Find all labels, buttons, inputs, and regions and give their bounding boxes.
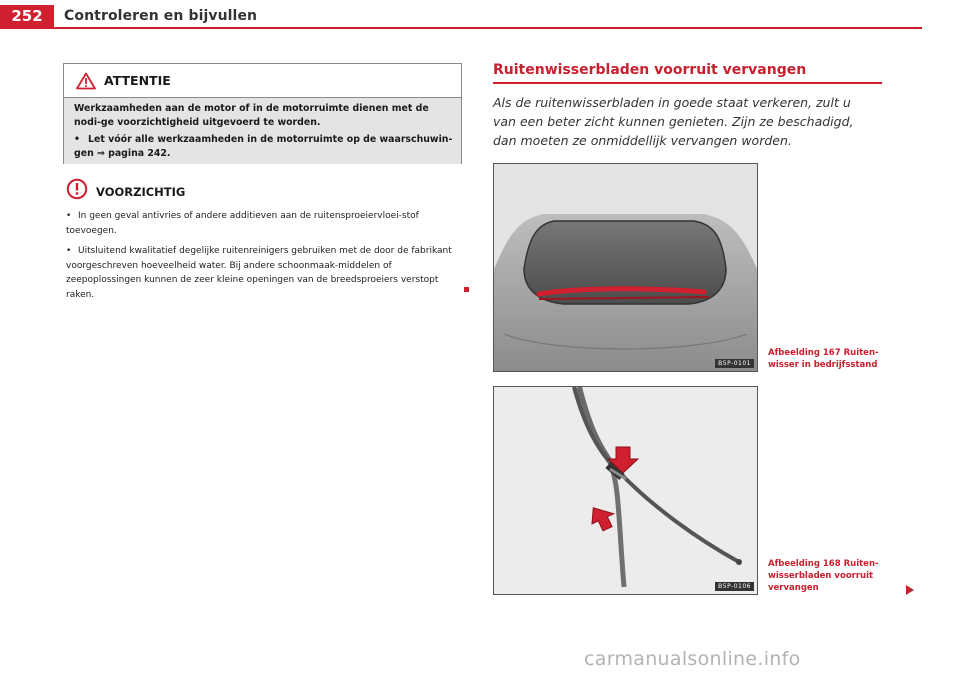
page-number: 252 bbox=[0, 5, 54, 28]
caution-title: VOORZICHTIG bbox=[96, 185, 186, 199]
warning-body bbox=[64, 98, 461, 164]
bullet: • bbox=[66, 211, 72, 221]
section-end-mark bbox=[464, 287, 469, 292]
continue-arrow-icon bbox=[906, 585, 914, 595]
caution-item bbox=[66, 209, 466, 238]
warning-title: ATTENTIE bbox=[104, 73, 171, 88]
caution-item-text: In geen geval antivries of andere additieven aan de ruitensproeiervloei-stof toevoegen. bbox=[66, 211, 419, 236]
warning-triangle-icon bbox=[76, 72, 96, 90]
caution-item-text: Uitsluitend kwalitatief degelijke ruitenreinigers gebruiken met de door de fabrikant voorgeschreven hoeveelheid water. Bij andere schoonmaak-middelen of zeepoplossingen kunnen de zeer kleine openingen van de breedsproeiers verstopt raken. bbox=[66, 246, 452, 300]
figure-replace-wiper-blade bbox=[493, 386, 758, 595]
header-rule bbox=[0, 27, 922, 29]
watermark: carmanualsonline.info bbox=[584, 648, 801, 670]
caution-item bbox=[66, 244, 466, 302]
bullet: • bbox=[74, 134, 80, 145]
warning-bullet-item bbox=[74, 133, 453, 161]
figure-wiper-operating-position bbox=[493, 163, 758, 372]
warning-paragraph: Werkzaamheden aan de motor of in de motorruimte dienen met de nodi-ge voorzichtigheid uitgevoerd te worden. bbox=[74, 103, 429, 128]
caution-body bbox=[66, 209, 466, 308]
car-rear-window-illustration bbox=[494, 164, 757, 371]
chapter-title: Controleren en bijvullen bbox=[64, 8, 258, 24]
warning-bullet-text: Let vóór alle werkzaamheden in de motorruimte op de waarschuwin-gen ⇒ pagina 242. bbox=[74, 134, 453, 159]
caution-circle-icon bbox=[66, 178, 88, 200]
bullet: • bbox=[66, 246, 72, 256]
caution-header bbox=[66, 178, 185, 200]
wiper-blade-illustration bbox=[494, 387, 757, 594]
figure-code: B5P-0106 bbox=[715, 582, 754, 591]
warning-box bbox=[63, 63, 462, 164]
figure-code: B5P-0101 bbox=[715, 359, 754, 368]
figure-caption: Afbeelding 168 Ruiten-wisserbladen voorruit vervangen bbox=[768, 559, 879, 593]
section-intro: Als de ruitenwisserbladen in goede staat verkeren, zult u van een beter zicht kunnen genieten. Zijn ze beschadigd, dan moeten ze onmiddellijk vervangen worden. bbox=[493, 95, 854, 148]
section-rule bbox=[493, 82, 882, 84]
section-title: Ruitenwisserbladen voorruit vervangen bbox=[493, 62, 807, 78]
figure-caption: Afbeelding 167 Ruiten-wisser in bedrijfsstand bbox=[768, 348, 879, 370]
warning-header bbox=[64, 64, 461, 98]
